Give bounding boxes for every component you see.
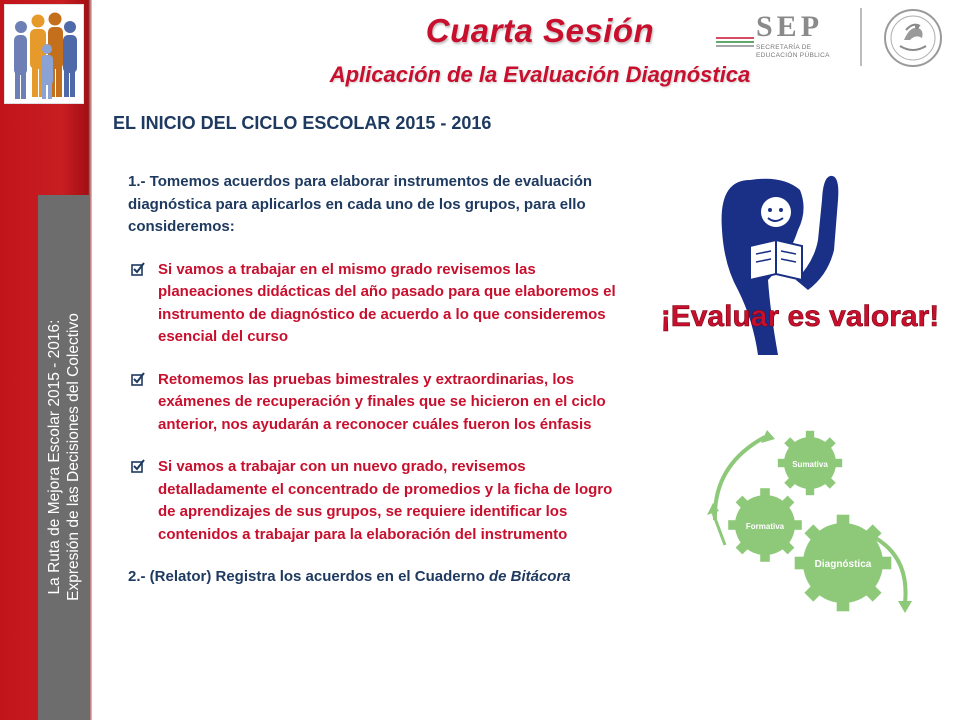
intro-paragraph: 1.- Tomemos acuerdos para elaborar instrumentos de evaluación diagnóstica para aplicarlos en cada uno de los grupos, para ello consideremos: bbox=[128, 173, 593, 235]
sep-caption bbox=[756, 44, 852, 60]
bullet-text: Si vamos a trabajar con un nuevo grado, revisemos detalladamente el concentrado de promedios y la ficha de logro de aprendizajes de sus grupos, se requiere identificar los contenidos a trabajar para la elaboración del instrumento bbox=[158, 458, 613, 543]
mexico-seal-icon bbox=[880, 8, 946, 68]
bullet-text: Retomemos las pruebas bimestrales y extraordinarias, los exámenes de recuperación y finales que se hicieron en el ciclo anterior, nos ayudarán a reconocer cuáles fueron los énfasis bbox=[158, 370, 606, 433]
closing-paragraph bbox=[128, 566, 628, 589]
evaluation-cycle-diagram bbox=[705, 425, 920, 620]
checkbox-bullet-icon bbox=[131, 459, 145, 473]
bullet-item bbox=[128, 369, 628, 437]
checkbox-bullet-icon bbox=[131, 262, 145, 276]
sep-lines-icon bbox=[716, 36, 754, 48]
sep-wordmark: SEP bbox=[756, 10, 824, 43]
gear-label-diagnostica: Diagnóstica bbox=[814, 559, 872, 570]
gear-sumativa bbox=[778, 431, 842, 495]
sep-caption-line2: EDUCACIÓN PÚBLICA bbox=[756, 52, 830, 59]
body-content bbox=[128, 171, 628, 589]
vertical-title bbox=[45, 197, 83, 717]
gear-formativa bbox=[728, 488, 802, 562]
vertical-title-line1: La Ruta de Mejora Escolar 2015 - 2016: bbox=[46, 319, 63, 595]
evaluar-es-valorar-illustration bbox=[658, 170, 943, 360]
sep-logo bbox=[716, 10, 848, 66]
face-icon bbox=[761, 197, 791, 227]
gear-label-formativa: Formativa bbox=[745, 522, 785, 531]
checkbox-bullet-icon bbox=[131, 372, 145, 386]
gear-label-sumativa: Sumativa bbox=[792, 460, 828, 469]
closing-italic: de Bitácora bbox=[488, 568, 571, 585]
header-divider bbox=[860, 8, 862, 66]
page-subtitle: Aplicación de la Evaluación Diagnóstica bbox=[329, 62, 751, 87]
page-title: Cuarta Sesión bbox=[425, 12, 655, 49]
section-heading: EL INICIO DEL CICLO ESCOLAR 2015 - 2016 bbox=[113, 113, 492, 133]
bullet-item bbox=[128, 259, 628, 349]
gear-diagnostica bbox=[795, 515, 892, 612]
bullet-item bbox=[128, 456, 628, 546]
vertical-title-line2: Expresión de las Decisiones del Colectivo bbox=[65, 313, 82, 601]
sep-caption-line1: SECRETARÍA DE bbox=[756, 44, 812, 51]
bullet-text: Si vamos a trabajar en el mismo grado revisemos las planeaciones didácticas del año pasado para que elaboremos el instrumento de diagnóstico de acuerdo a lo que consideremos esencial del curso bbox=[158, 260, 616, 345]
closing-text: 2.- (Relator) Registra los acuerdos en el Cuaderno bbox=[128, 568, 489, 585]
slogan-text: ¡Evaluar es valorar! bbox=[660, 300, 940, 333]
